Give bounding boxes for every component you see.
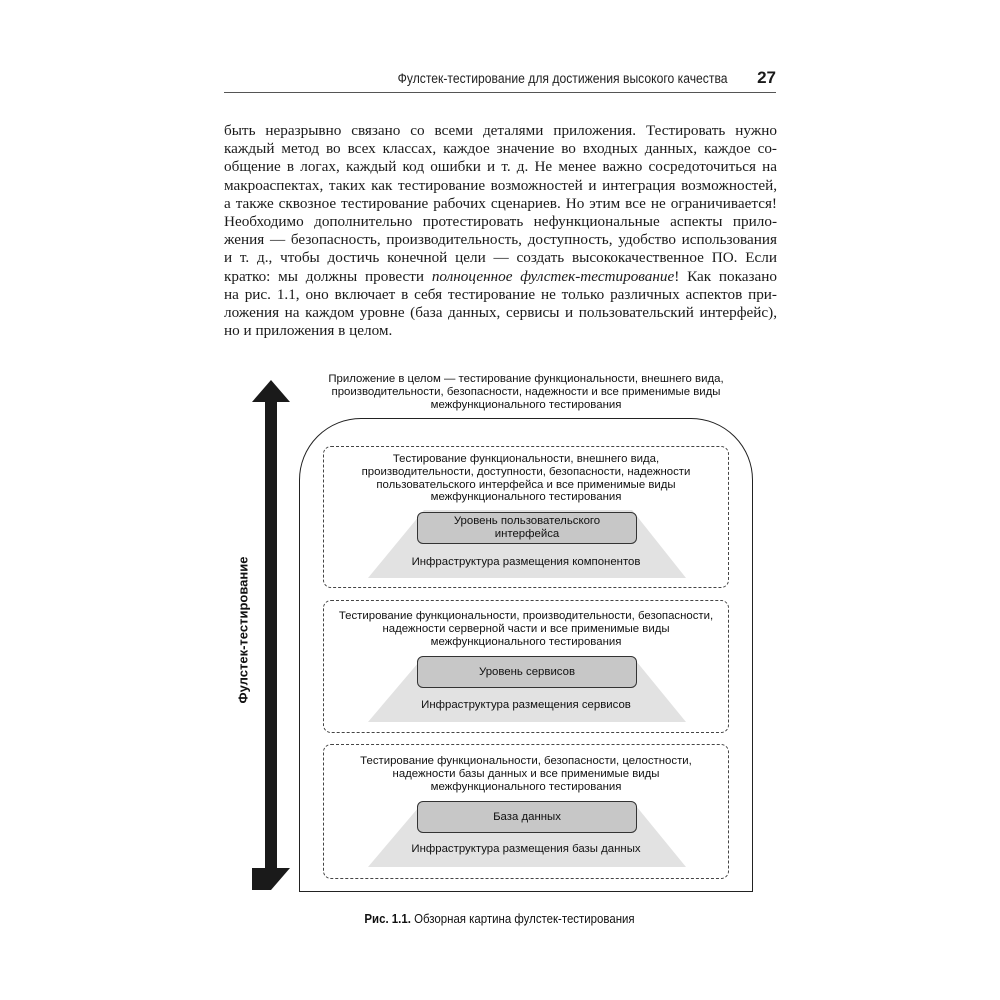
infrastructure-label-services: Инфраструктура размещения сервисов <box>421 699 631 711</box>
infrastructure-label-ui: Инфраструктура размещения компонентов <box>411 556 641 568</box>
body-line: и т. д., чтобы достичь конечной цели — создать высококачественное ПО. Если <box>224 249 777 267</box>
level-box-services: Уровень сервисов <box>417 656 637 688</box>
body-line: макроаспектах, таких как тестирование возможностей и интеграция возможностей, <box>224 176 777 194</box>
layer-services-description: Тестирование функциональности, производительности, безопасности, надежности серверной части и все применимые виды межфункционального тестирования <box>338 610 714 648</box>
body-text-after-emphasis: ! Как показано <box>674 267 777 285</box>
body-line: Необходимо дополнительно протестировать нефункциональные аспекты прило- <box>224 213 777 231</box>
layer-ui <box>323 446 729 588</box>
layer-database <box>323 744 729 879</box>
body-line: быть неразрывно связано со всеми деталями приложения. Тестировать нужно <box>224 122 777 139</box>
level-box-ui: Уровень пользовательского интерфейса <box>417 512 637 544</box>
infrastructure-label-database: Инфраструктура размещения базы данных <box>411 843 641 855</box>
figure-caption-number: Рис. 1.1. <box>364 911 412 926</box>
body-line: жения — безопасность, производительность, доступность, удобство использования <box>224 231 777 249</box>
vertical-axis-label: Фулстек-тестирование <box>235 556 251 704</box>
figure-caption <box>0 911 1000 926</box>
body-line: на рис. 1.1, оно включает в себя тестирование не только различных аспектов при- <box>224 285 777 303</box>
level-box-database: База данных <box>417 801 637 833</box>
application-level-caption: Приложение в целом — тестирование функциональности, внешнего вида, производительности, безопасности, надежности и все применимые виды межфункционального тестирования <box>328 373 724 411</box>
header-title: Фулстек-тестирование для достижения высокого качества <box>398 71 728 86</box>
body-line: ложения на каждом уровне (база данных, сервисы и пользовательский интерфейс), <box>224 304 777 322</box>
page-number: 27 <box>757 68 776 87</box>
body-text-before-emphasis: кратко: мы должны провести <box>224 267 432 285</box>
body-line: каждый метод во всех классах, каждое значение во входных данных, каждое со- <box>224 140 777 158</box>
body-line: а также сквозное тестирование рабочих сценариев. Но этим все не ограничивается! <box>224 194 777 212</box>
body-line: но и приложения в целом. <box>224 322 393 340</box>
layer-services <box>323 600 729 733</box>
layer-database-description: Тестирование функциональности, безопасности, целостности, надежности базы данных и все применимые виды межфункционального тестирования <box>360 755 692 793</box>
layer-ui-description: Тестирование функциональности, внешнего вида, производительности, доступности, безопасности, надежности пользовательского интерфейса и все применимые виды межфункционального тестирования <box>361 453 691 504</box>
body-line: общение в логах, каждый код ошибки и т. д. Не менее важно сосредоточиться на <box>224 158 777 176</box>
figure-caption-text: Обзорная картина фулстек-тестирования <box>414 911 636 926</box>
emphasis-full-stack-testing: полноценное фулстек-тестирование <box>431 267 675 285</box>
